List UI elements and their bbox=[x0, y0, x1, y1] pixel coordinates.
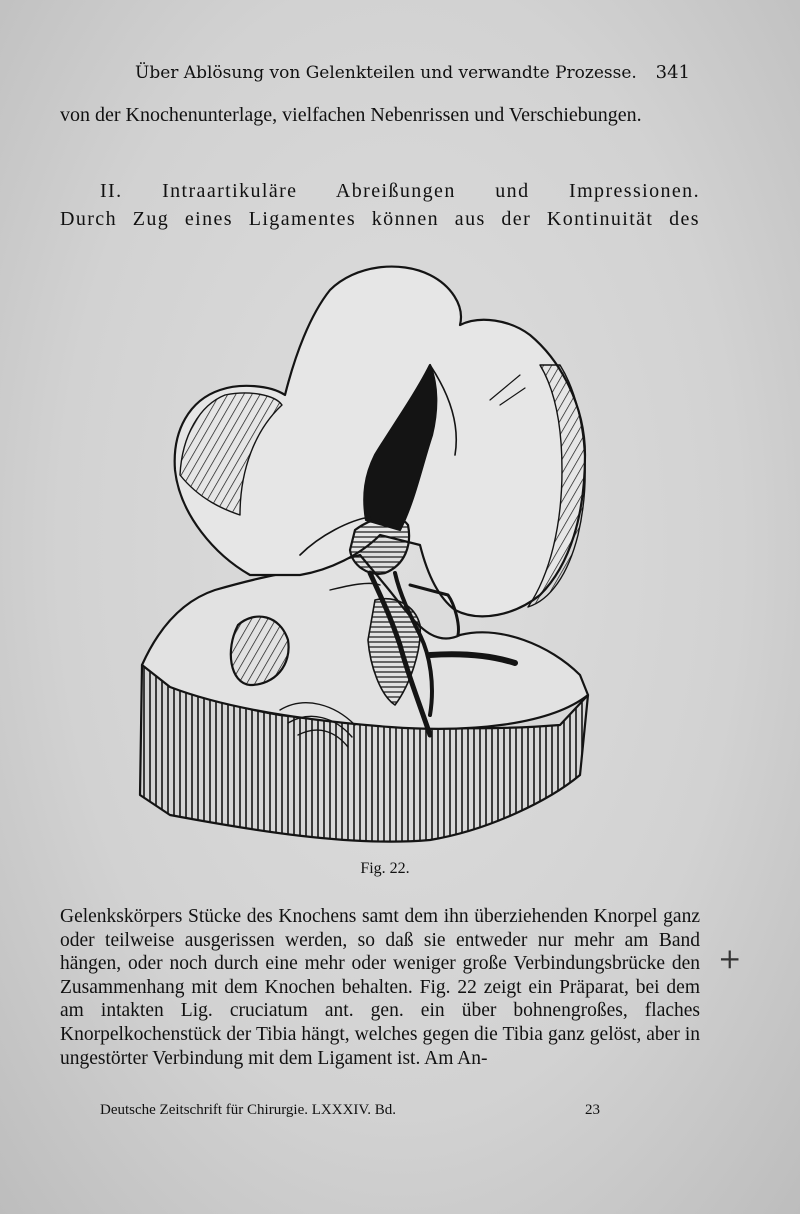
figure-22-illustration bbox=[130, 255, 600, 855]
margin-annotation: + bbox=[718, 942, 742, 975]
running-title: Über Ablösung von Gelenkteilen und verwandte Prozesse. bbox=[135, 63, 637, 83]
paragraph-3: Gelenkskörpers Stücke des Knochens samt dem ihn überziehenden Knorpel ganz oder teilweise ausgerissen werden, so daß sie entweder nur mehr am Band hängen, oder noch durch eine mehr oder weniger große Verbindungsbrücke den Zusammenhang mit dem Knochen behalten. Fig. 22 zeigt ein Präparat, bei dem am intakten Lig. cruciatum ant. gen. ein über bohnengroßes, flaches Knorpelkochenstück der Tibia hängt, welches gegen die Tibia ganz gelöst, aber in ungestörter Verbindung mit dem Ligament ist. Am An- bbox=[60, 906, 700, 1069]
section-heading: II. Intraartikuläre Abreißungen und Impressionen. bbox=[100, 180, 700, 202]
page-footer bbox=[100, 1102, 600, 1119]
journal-imprint: Deutsche Zeitschrift für Chirurgie. LXXXIV. Bd. bbox=[100, 1102, 397, 1118]
bone-specimen-drawing bbox=[130, 255, 600, 855]
section-block bbox=[60, 177, 700, 233]
paragraph-2-continuation: Durch Zug eines Ligamentes können aus der Kontinuität des bbox=[60, 208, 700, 230]
running-header bbox=[135, 62, 690, 83]
figure-caption: Fig. 22. bbox=[360, 860, 410, 877]
paragraph-1: von der Knochenunterlage, vielfachen Nebenrissen und Verschiebungen. bbox=[60, 104, 642, 126]
page-number: 341 bbox=[655, 62, 690, 83]
signature-mark: 23 bbox=[585, 1102, 600, 1118]
